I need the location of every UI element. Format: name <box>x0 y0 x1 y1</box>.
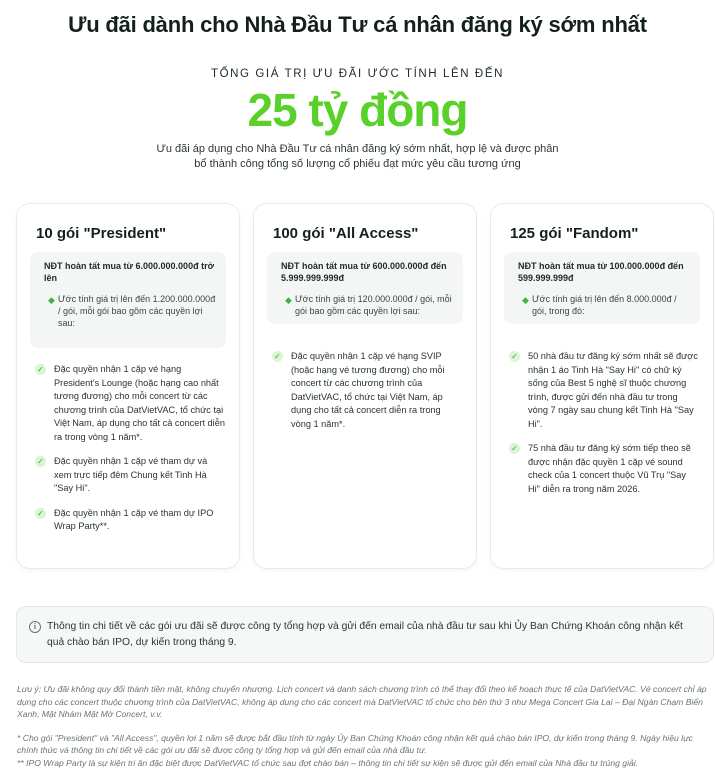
benefit-item <box>505 442 699 496</box>
benefit-text: Đặc quyền nhận 1 cặp vé tham dự IPO Wrap Party**. <box>54 507 214 531</box>
check-icon: ✓ <box>35 456 46 467</box>
benefit-item <box>31 455 225 496</box>
footnote-asterisk: * Cho gói "President" và "All Access", quyền lợi 1 năm sẽ được bắt đầu tính từ ngày Ủy Ban Chứng Khoán công nhận kết quả chào bán IPO, dự kiến trong tháng 9. Ngày hiệu lực chính thức và thông tin chi tiết về các gói ưu đãi sẽ được công ty tổng hợp và gửi đến email của nhà đầu tư. <box>17 732 693 755</box>
benefit-text: 50 nhà đầu tư đăng ký sớm nhất sẽ được nhận 1 áo Tinh Hà "Say Hi" có chữ ký sống của Best 5 nghệ sĩ thuộc chương trình, được gửi đến nhà đầu tư trong vòng 7 ngày sau chung kết Tinh Hà "Say Hi". <box>528 351 698 429</box>
package-card-president <box>16 203 240 569</box>
benefit-list <box>31 363 225 545</box>
check-icon: ✓ <box>509 351 520 362</box>
benefit-item <box>31 507 225 534</box>
footnote-disclaimer: Lưu ý: Ưu đãi không quy đổi thành tiền mặt, không chuyển nhượng. Lịch concert và danh sách chương trình có thể thay đổi theo kế hoạch thực tế của DatVietVAC. Vé concert chỉ áp dụng cho các concert thuộc chương trình của DatVietVAC, không áp dụng cho các concert mà DatVietVAC tổ chức cho bên thứ 3 như Mega Concert Gia Lai – Đại Ngàn Chạm Biển Xanh, Mặt Nhám Mặt Mờ Concert, v.v. <box>17 684 707 719</box>
package-value-note <box>285 293 453 317</box>
footnotes <box>17 683 709 769</box>
info-notice-text: Thông tin chi tiết về các gói ưu đãi sẽ được công ty tổng hợp và gửi đến email của nhà đầu tư sau khi Ủy Ban Chứng Khoán công nhận kết quả chào bán IPO, dự kiến trong tháng 9. <box>47 621 683 648</box>
check-icon: ✓ <box>35 508 46 519</box>
package-purchase-condition: NĐT hoàn tất mua từ 6.000.000.000đ trở lên <box>44 261 214 283</box>
benefit-item <box>268 350 462 431</box>
package-value-text: Ước tính giá trị lên đến 8.000.000đ / gói, trong đó: <box>532 294 677 316</box>
package-value-note <box>522 293 690 317</box>
check-icon: ✓ <box>509 443 520 454</box>
info-icon: i <box>29 621 41 633</box>
benefit-list <box>505 350 699 507</box>
benefit-text: Đặc quyền nhận 1 cặp vé hạng President's Lounge (hoặc hạng cao nhất tương đương) cho mỗi concert từ các chương trình của DatVietVAC, tổ chức tại Việt Nam, áp dụng cho tất cả concert diễn ra trong vòng 1 năm*. <box>54 364 225 442</box>
benefit-text: Đặc quyền nhận 1 cặp vé tham dự và xem trực tiếp đêm Chung kết Tinh Hà "Say Hi". <box>54 456 208 493</box>
benefit-list <box>268 350 462 442</box>
package-value-text: Ước tính giá trị 120.000.000đ / gói, mỗi gói bao gồm các quyền lợi sau: <box>295 294 452 316</box>
total-value-amount: 25 tỷ đồng <box>247 84 468 136</box>
check-icon: ✓ <box>272 351 283 362</box>
check-icon: ✓ <box>35 364 46 375</box>
package-value-note <box>48 293 216 329</box>
footnote-double-asterisk: ** IPO Wrap Party là sự kiện tri ân đặc biệt được DatVietVAC tổ chức sau đợt chào bán – thông tin chi tiết sự kiện sẽ được gửi đến email của Nhà đầu tư trúng giải. <box>17 757 639 768</box>
package-title: 125 gói "Fandom" <box>510 225 639 242</box>
package-purchase-condition: NĐT hoàn tất mua từ 100.000.000đ đến 599.999.999đ <box>518 261 684 283</box>
package-summary <box>267 252 463 324</box>
page-title: Ưu đãi dành cho Nhà Đầu Tư cá nhân đăng ký sớm nhất <box>68 12 647 37</box>
bullet-icon: ◆ <box>522 295 529 305</box>
bullet-icon: ◆ <box>48 295 55 305</box>
total-value-description: Ưu đãi áp dụng cho Nhà Đầu Tư cá nhân đăng ký sớm nhất, hợp lệ và được phân bổ thành công tổng số lượng cổ phiếu đạt mức yêu cầu tương ứng <box>156 143 559 170</box>
benefit-text: Đặc quyền nhận 1 cặp vé hạng SVIP (hoặc hạng vé tương đương) cho mỗi concert từ các chương trình của DatVietVAC, tổ chức tại Việt Nam, áp dụng cho tất cả concert diễn ra trong vòng 1 năm*. <box>291 351 445 429</box>
package-value-text: Ước tính giá trị lên đến 1.200.000.000đ / gói, mỗi gói bao gồm các quyền lợi sau: <box>58 294 216 328</box>
benefit-item <box>31 363 225 444</box>
package-summary <box>30 252 226 348</box>
info-notice <box>16 606 714 663</box>
bullet-icon: ◆ <box>285 295 292 305</box>
package-title: 100 gói "All Access" <box>273 225 419 242</box>
total-value-eyebrow: TỔNG GIÁ TRỊ ƯU ĐÃI ƯỚC TÍNH LÊN ĐẾN <box>210 68 505 80</box>
package-card-fandom <box>490 203 714 569</box>
package-summary <box>504 252 700 324</box>
package-title: 10 gói "President" <box>36 225 167 242</box>
benefit-item <box>505 350 699 431</box>
package-card-all-access <box>253 203 477 569</box>
benefit-text: 75 nhà đầu tư đăng ký sớm tiếp theo sẽ được nhận đặc quyền 1 cặp vé sound check của 1 concert thuộc Vũ Trụ "Say Hi" diễn ra trong năm 2026. <box>528 443 691 494</box>
package-purchase-condition: NĐT hoàn tất mua từ 600.000.000đ đến 5.999.999.999đ <box>281 261 447 283</box>
